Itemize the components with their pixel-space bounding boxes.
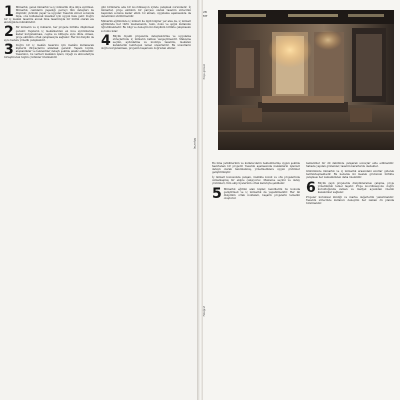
left-column-1 — [4, 6, 94, 61]
section-number: 6 — [306, 179, 316, 196]
photo-caption: Proje görseli — [203, 64, 206, 80]
paragraph-text: Doğru bir iç mekân tasarımı için mekânı kullanacak kişilerin ihtiyaçlarını anlamak gerekir. Yaşam biçimi, alışkanlıklar ve beklentiler detaylı şekilde analiz edilmelidir. Tasarımcı, bu verileri mekânın işlevi, ölçeği ve atmosferiyle birleştirerek özgün çözümler üretmelidir. — [4, 43, 94, 60]
paragraph-text: Büyük ölçekli projelerde detaylandırma ve uygulama süreçlerinde iç mimarın katkısı vazgeçilmezdir. Malzeme seçimi, aydınlatma ve mobilya tasarımı, mekânın karakterini belirleyen temel unsurlardır. Bu unsurların doğru kurgulanması, projenin başarısını doğrudan etkiler. — [101, 34, 191, 50]
interior-photo — [218, 10, 394, 150]
interior-photo-image — [218, 10, 394, 150]
paragraph-text: Bir mimarın ve iç mimarın, her projede birlikte düşünmesi gerekir. Yapıların iç mekânlarının en ince ayrıntılarına kadar kurgulanması, cephe ve kütleyle aynı dilde olması, proje ekibinin ortak çalışmasıyla sağlanır. Her iki disiplin de aynı hedefe yönelik çalışmalıdır. — [4, 26, 94, 42]
paragraph-11 — [306, 170, 394, 179]
paragraph-8 — [212, 176, 300, 185]
page-marker — [203, 10, 215, 36]
paragraph-12 — [306, 179, 394, 196]
paragraph-text: Projeler kurumsal kimliği ve marka değerlerini yansıtmalıdır. Tasarım sürecinde kullanıcı deneyimi her zaman ön planda tutulmalıdır. — [306, 195, 394, 206]
right-column-1 — [212, 162, 300, 202]
section-number: 2 — [4, 24, 14, 41]
photo-credit: Fotoğraf — [203, 306, 206, 317]
paragraph-3 — [4, 41, 94, 60]
paragraph-9 — [212, 185, 300, 202]
paragraph-10 — [306, 162, 394, 168]
paragraph-text: Bu bina yetkililerinin ve kullanıcıların beklentilerine uygun şekilde hazırlanan bir projedir. Tasarım aşamasında mekânların işlevleri detaylı olarak tanımlanmış, yönetmeliklere uygun çözümler geliştirilmiştir. — [212, 162, 300, 175]
paragraph-text: İç mimari konusunda çalışan, özellikle konut ve ofis projelerinde uzmanlaşmış bir ekiple çalışıyoruz. Malzeme seçimi ve detay çözümleri, tüm ekip üyelerinin ortak kararıyla şekillenir. — [212, 176, 300, 186]
paragraph-text: gibi birimlerle ada bir koordinasyon içinde çalışmak zorundadır. İç mimarlar, proje ekibinin bir parçası olarak tasarım sürecinin başından sonuna kadar etkin rol almalı, uygulama aşamasında da denetimini sürdürmelidir. — [101, 6, 191, 19]
page-number: 28 — [203, 10, 207, 14]
paragraph-1 — [4, 6, 94, 24]
paragraph-13 — [306, 196, 394, 205]
paragraph-text: Büyük çaplı projelerde disiplinlerarası çalışma, proje yönetiminin temel taşıdır. Proje koordinasyonu doğru kurulduğunda zaman ve maliyet açısından önemli kazanımlar sağlanır. — [317, 181, 394, 194]
section-number: 5 — [212, 185, 222, 202]
right-column-2 — [306, 162, 394, 207]
paragraph-text: Günümüzde mimarlık ve iç mimarlık arasındaki sınırlar giderek belirsizleşmektedir. Bu nedenle iki meslek grubunun birlikte çalışması her zamankinden daha önemlidir. — [306, 170, 394, 180]
paragraph-text: beklentiler bir dil dahilinde çalışarak sonuçlar elde edilmelidir. Sahada yapılan gözlemler, tasarım kararlarını destekler. — [306, 162, 394, 169]
section-side-label: Röportaj — [193, 138, 196, 149]
left-page — [0, 0, 197, 400]
paragraph-4 — [101, 6, 191, 18]
paragraph-7 — [212, 162, 300, 174]
paragraph-text: Mimarlık eğitimi alan kişiler, kendilerini bu konuda geliştirmeli ve iç mimarlık da yapabilmelidir. Her iki disiplinin ortak noktaları, başarılı projelerin temelini oluşturur. — [223, 187, 300, 200]
paragraph-text: Mimarlık eğitiminde iç mimari ile ilgili bilgiler yer alsa da, iç mimari eğitiminde her türlü malzemenin, renk, doku ve ışığın kullanımı öğretilmektedir. Bu bilgi ve deneyim iki disiplinin birlikte çalışmasını zorunlu kılar. — [101, 20, 191, 33]
section-number: 4 — [101, 32, 111, 49]
magazine-code: MT — [203, 14, 208, 18]
paragraph-6 — [101, 32, 191, 50]
paragraph-5 — [101, 20, 191, 32]
left-column-2 — [101, 6, 191, 52]
section-number: 3 — [4, 41, 14, 58]
section-number: 1 — [4, 4, 14, 20]
paragraph-text: Mimarlık, genel mimarlık ve iç mimarlık diye ikiye ayrılmaz. Mimarlık, canlıların yaşadığı çevreyi tüm detayları ile düşünür, çizimini yapar ve uygular. Tasarım süreci sonunda bina, onu kullanacak insanlar için uygun hale gelir. Doğru bir iç mekân tasarımı ancak bina tasarımıyla bir bütün olarak ele alındığında mümkündür. — [4, 6, 94, 25]
paragraph-2 — [4, 26, 94, 41]
